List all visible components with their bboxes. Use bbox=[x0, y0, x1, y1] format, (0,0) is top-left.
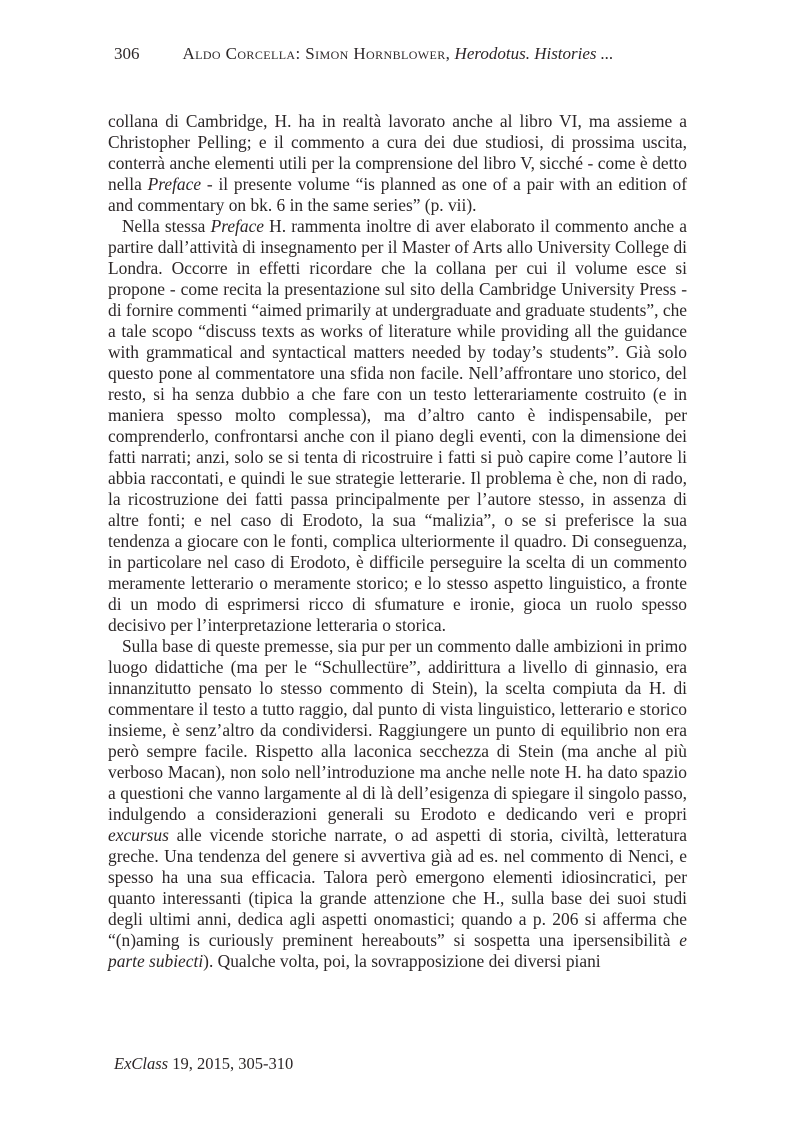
text-run: H. rammenta inoltre di aver elaborato il commento anche a partire dall’attività di insegnamento per il Master of Arts allo University College di Londra. Occorre in effetti ricordare che la collana per cui il volume esce si propone - come recita la presentazione sul sito della Cambridge University Press - di fornire commenti “aimed primarily at undergraduate and graduate students”, che a tale scopo “discuss texts as works of literature while providing all the guidance with grammatical and syntactical matters needed by today’s students”. Già solo questo pone al commentatore una sfida non facile. Nell’affrontare uno storico, del resto, si ha senza dubbio a che fare con un testo letterariamente costruito (e in maniera spesso molto complessa), ma d’altro canto è indispensabile, per comprenderlo, confrontarsi anche con il piano degli eventi, con la dimensione dei fatti narrati; anzi, solo se si tenta di ricostruire i fatti si può capire come l’autore li abbia raccontati, e quindi le sue strategie letterarie. Il problema è che, non di rado, la ricostruzione dei fatti passa principalmente per l’autore stesso, in assenza di altre fonti; e nel caso di Erodoto, la sua “malizia”, o se si preferisce la sua tendenza a giocare con le fonti, complica ulteriormente il quadro. Di conseguenza, in particolare nel caso di Erodoto, è difficile perseguire la scelta di un commento meramente letterario o meramente storico; e lo stesso aspetto linguistico, a fronte di un modo di esprimersi ricco di sfumature e ironie, gioca un ruolo spesso decisivo per l’interpretazione letteraria o storica. bbox=[108, 216, 687, 635]
page-number: 306 bbox=[114, 44, 140, 63]
text-run: Nella stessa bbox=[122, 216, 211, 236]
running-title bbox=[108, 44, 688, 64]
italic-text-run: Preface bbox=[210, 216, 265, 236]
review-body-text bbox=[108, 111, 687, 972]
running-header bbox=[108, 44, 688, 68]
running-title-names: Aldo Corcella: Simon Hornblower, bbox=[182, 44, 451, 63]
italic-text-run: excursus bbox=[108, 825, 169, 845]
paragraph bbox=[108, 216, 687, 636]
body-paragraphs bbox=[108, 111, 687, 972]
text-run: - il presente volume “is planned as one of a pair with an edition of and commentary on bk. 6 in the same series” (p. vii). bbox=[108, 174, 687, 215]
journal-name: ExClass bbox=[114, 1054, 169, 1073]
italic-text-run: e parte subiecti bbox=[108, 930, 687, 971]
text-run: collana di Cambridge, H. ha in realtà lavorato anche al libro VI, ma assieme a Christopher Pelling; e il commento a cura dei due studiosi, di prossima uscita, conterrà anche elementi utili per la comprensione del libro V, sicché - come è detto nella bbox=[108, 111, 687, 194]
text-run: alle vicende storiche narrate, o ad aspetti di storia, civiltà, letteratura greche. Una tendenza del genere si avvertiva già ad es. nel commento di Nenci, e spesso ha una sua efficacia. Talora però emergono elementi idiosincratici, per quanto interessanti (tipica la grande attenzione che H., sulla base dei suoi studi degli ultimi anni, dedica agli aspetti onomastici; quando a p. 206 si afferma che “(n)aming is curiously preminent hereabouts” si sospetta una ipersensibilità bbox=[108, 825, 687, 950]
paragraph bbox=[108, 636, 687, 972]
paragraph bbox=[108, 111, 687, 216]
italic-text-run: Preface bbox=[147, 174, 202, 194]
text-run: ). Qualche volta, poi, la sovrapposizione dei diversi piani bbox=[203, 951, 601, 971]
citation-details: 19, 2015, 305-310 bbox=[168, 1054, 294, 1073]
running-title-work: Herodotus. Histories ... bbox=[450, 44, 614, 63]
journal-citation bbox=[114, 1054, 293, 1074]
text-run: Sulla base di queste premesse, sia pur per un commento dalle ambizioni in primo luogo didattiche (ma per le “Schullectüre”, addirittura a livello di ginnasio, era innanzitutto pensato lo stesso commento di Stein), la scelta compiuta da H. di commentare il testo a tutto raggio, dal punto di vista linguistico, letterario e storico insieme, è senz’altro da condividersi. Raggiungere un punto di equilibrio non era però sempre facile. Rispetto alla laconica secchezza di Stein (ma anche al più verboso Macan), non solo nell’introduzione ma anche nelle note H. ha dato spazio a questioni che vanno largamente al di là dell’esigenza di spiegare il singolo passo, indulgendo a considerazioni generali su Erodoto e dedicando veri e propri bbox=[108, 636, 687, 824]
